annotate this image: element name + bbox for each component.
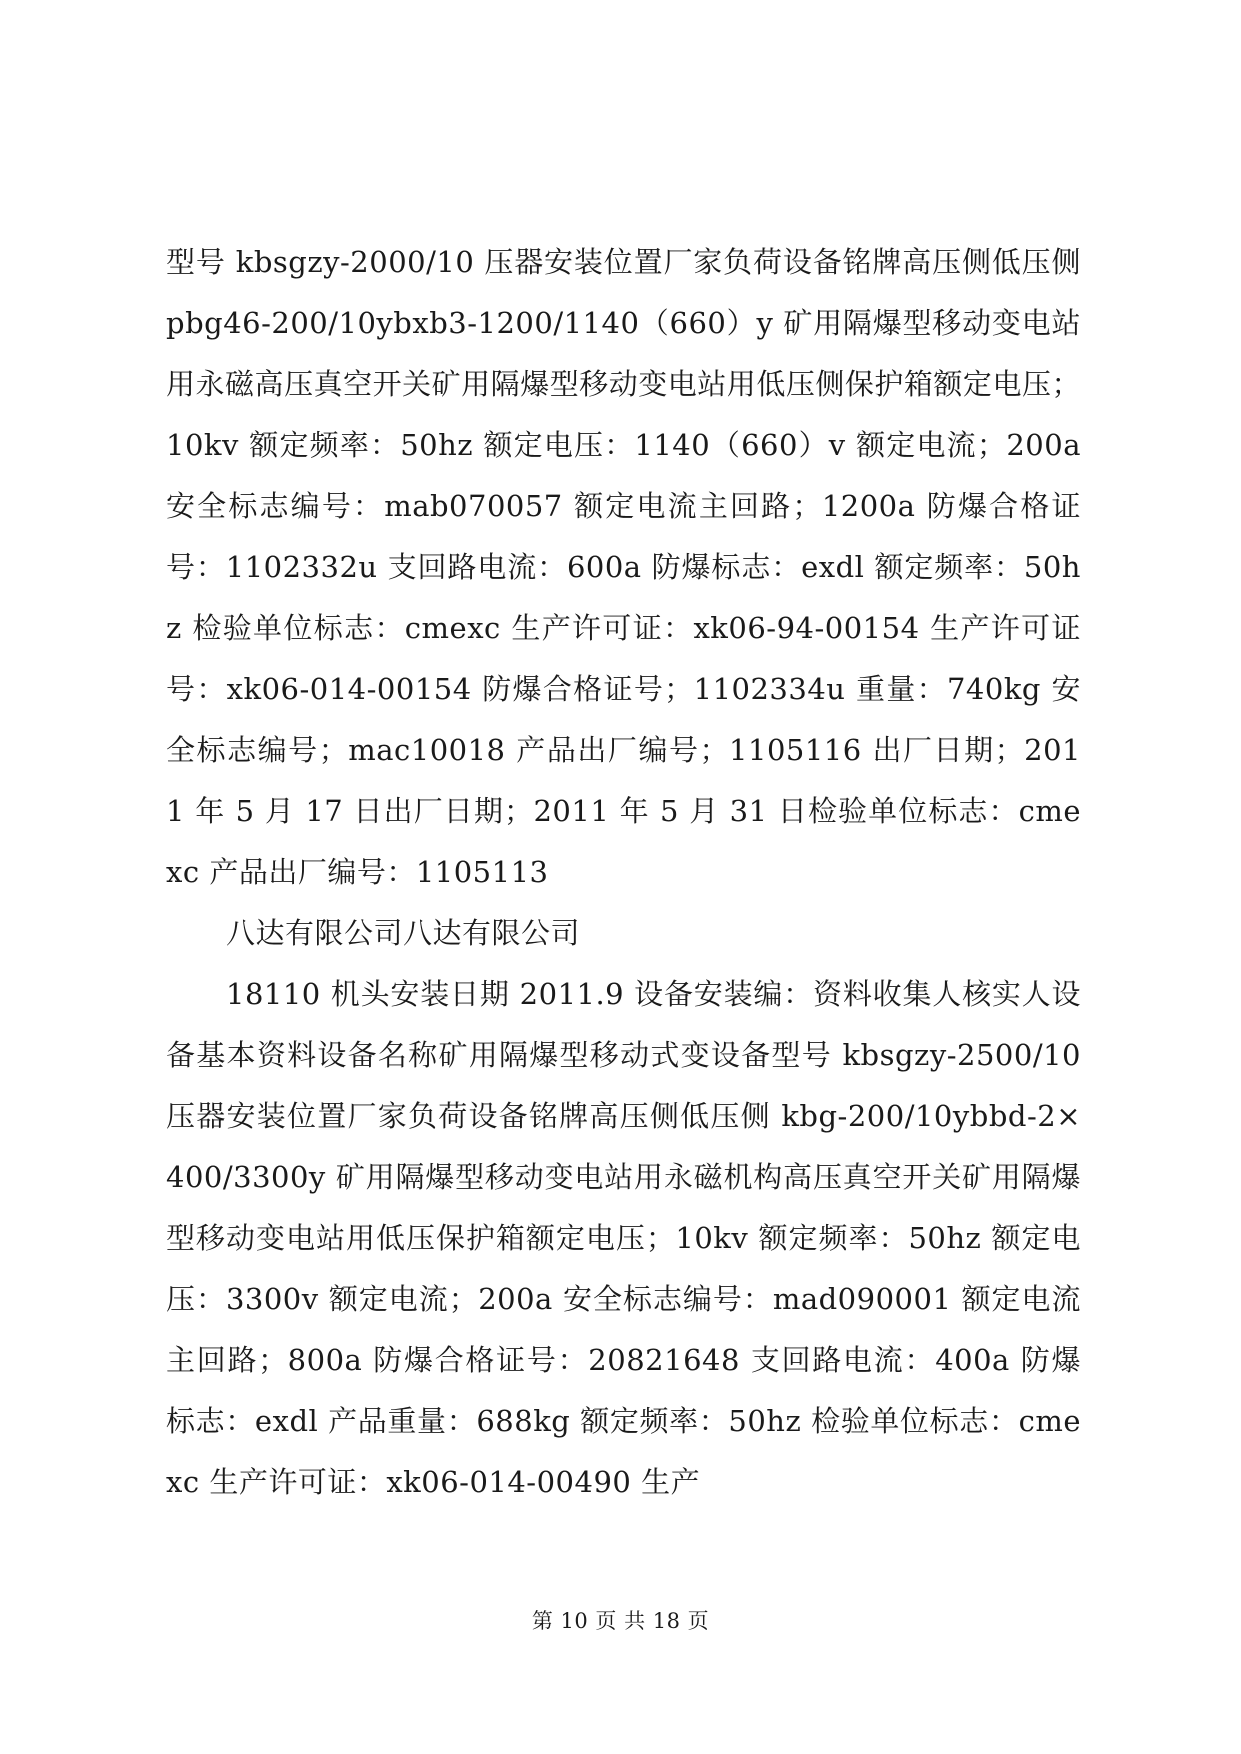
- document-body: [166, 232, 1081, 1513]
- paragraph-company-name: 八达有限公司八达有限公司: [226, 916, 581, 950]
- page-number-footer: 第 10 页 共 18 页: [531, 1609, 710, 1633]
- paragraph-equipment-specs-1: 型号 kbsgzy-2000/10 压器安装位置厂家负荷设备铭牌高压侧低压侧 pbg46-200/10ybxb3-1200/1140（660）y 矿用隔爆型移动变电站用永磁高压真空开关矿用隔爆型移动变电站用低压侧保护箱额定电压；10kv 额定频率：50hz 额定电压：1140（660）v 额定电流；200a 安全标志编号：mab070057 额定电流主回路；1200a 防爆合格证号：1102332u 支回路电流：600a 防爆标志：exdl 额定频率：50hz 检验单位标志：cmexc 生产许可证：xk06-94-00154 生产许可证号：xk06-014-00154 防爆合格证号；1102334u 重量：740kg 安全标志编号；mac10018 产品出厂编号；1105116 出厂日期；2011 年 5 月 17 日出厂日期；2011 年 5 月 31 日检验单位标志：cmexc 产品出厂编号：1105113: [166, 245, 1081, 889]
- paragraph-equipment-specs-2: 18110 机头安装日期 2011.9 设备安装编：资料收集人核实人设备基本资料设备名称矿用隔爆型移动式变设备型号 kbsgzy-2500/10 压器安装位置厂家负荷设备铭牌高压侧低压侧 kbg-200/10ybbd-2×400/3300y 矿用隔爆型移动变电站用永磁机构高压真空开关矿用隔爆型移动变电站用低压保护箱额定电压；10kv 额定频率：50hz 额定电压：3300v 额定电流；200a 安全标志编号：mad090001 额定电流主回路；800a 防爆合格证号：20821648 支回路电流：400a 防爆标志：exdl 产品重量：688kg 额定频率：50hz 检验单位标志：cmexc 生产许可证：xk06-014-00490 生产: [166, 977, 1081, 1499]
